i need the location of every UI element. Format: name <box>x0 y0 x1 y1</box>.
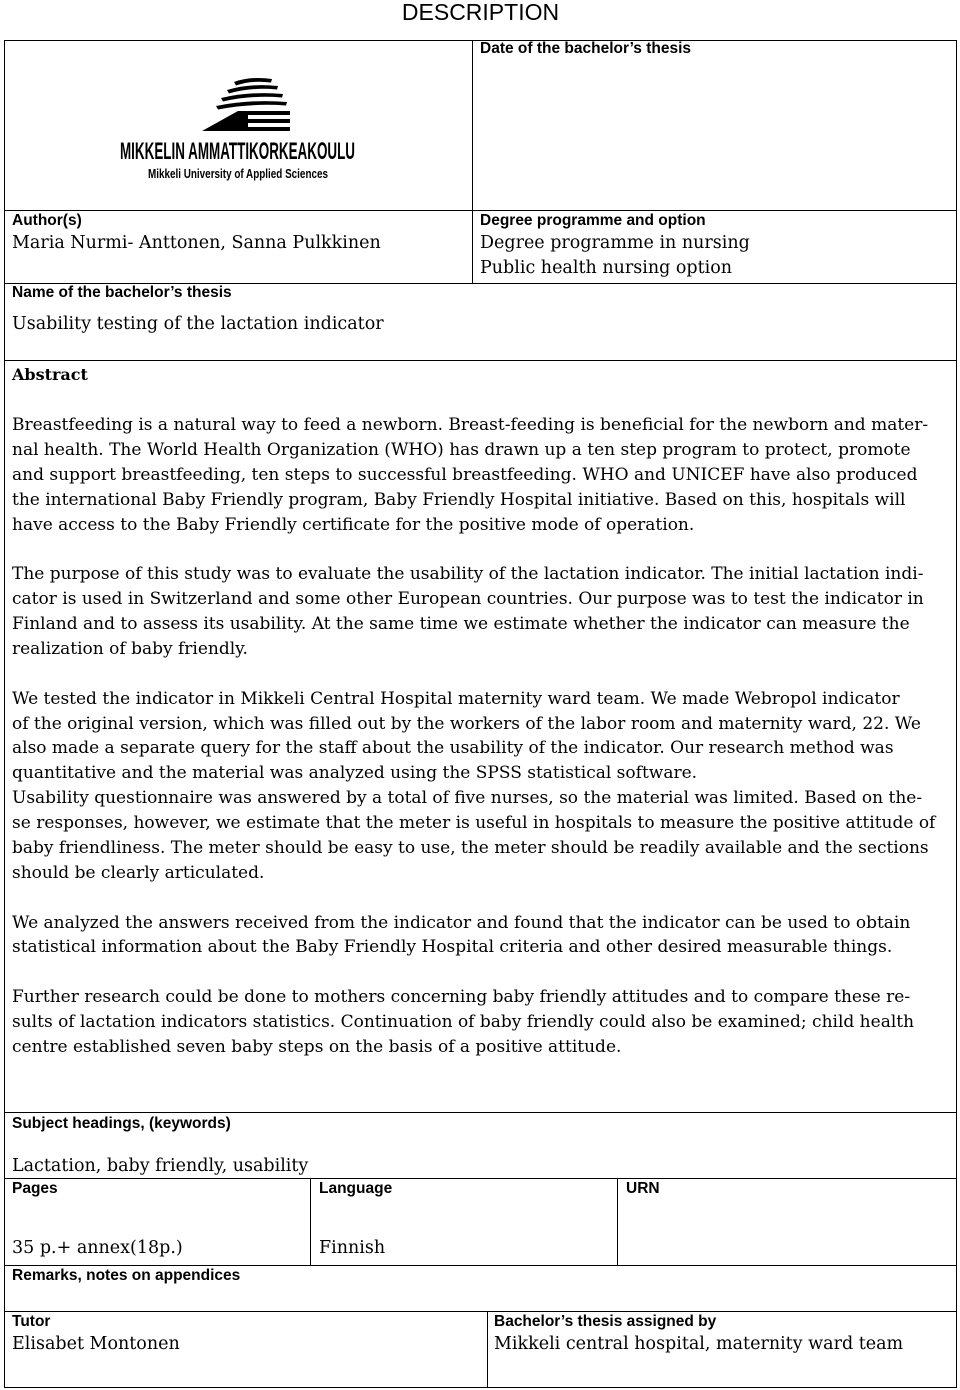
abstract-line: also made a separate query for the staff about the usability of the indicator. Our research method was <box>12 738 894 759</box>
thesis-name-value: Usability testing of the lactation indicator <box>12 314 384 334</box>
language-label: Language <box>319 1180 393 1197</box>
tutor-label: Tutor <box>12 1313 51 1330</box>
form-divider <box>4 360 957 362</box>
abstract-paragraph <box>12 687 952 886</box>
abstract-line: se responses, however, we estimate that the meter is useful in hospitals to measure the positive attitude of <box>12 813 936 833</box>
logo-wordmark: MIKKELIN AMMATTIKORKEAKOULU <box>120 138 355 165</box>
form-divider <box>4 1112 957 1114</box>
column-divider <box>310 1178 312 1265</box>
abstract-paragraph <box>12 562 952 662</box>
abstract-paragraph <box>12 985 952 1060</box>
abstract-line: nal health. The World Health Organization (WHO) has drawn up a ten step program to protect, promote <box>12 439 911 460</box>
abstract-line: of the original version, which was filled out by the workers of the labor room and maternity ward, 22. We <box>12 713 921 734</box>
abstract-line: quantitative and the material was analyzed using the SPSS statistical software. <box>12 763 698 784</box>
authors-label: Author(s) <box>12 212 82 229</box>
thesis-name-label: Name of the bachelor’s thesis <box>12 284 232 301</box>
pages-value: 35 p.+ annex(18p.) <box>12 1238 183 1258</box>
tutor-value: Elisabet Montonen <box>12 1334 180 1354</box>
column-divider <box>472 40 474 283</box>
language-value: Finnish <box>319 1238 386 1258</box>
abstract-line: centre established seven baby steps on the basis of a positive attitude. <box>12 1036 622 1057</box>
form-divider <box>4 1265 957 1267</box>
form-divider <box>4 210 957 212</box>
page-title: DESCRIPTION <box>401 0 560 25</box>
authors-value: Maria Nurmi- Anttonen, Sanna Pulkkinen <box>12 233 381 253</box>
abstract-line: Further research could be done to mothers concerning baby friendly attitudes and to compare these re- <box>12 987 911 1008</box>
abstract-line: Breastfeeding is a natural way to feed a newborn. Breast-feeding is beneficial for the newborn and mater- <box>12 415 929 435</box>
university-logo <box>110 70 370 185</box>
keywords-label: Subject headings, (keywords) <box>12 1115 231 1132</box>
abstract-line: We analyzed the answers received from the indicator and found that the indicator can be used to obtain <box>12 912 911 933</box>
abstract-paragraph <box>12 413 952 537</box>
date-label: Date of the bachelor’s thesis <box>480 40 692 57</box>
abstract-line: realization of baby friendly. <box>12 638 248 659</box>
abstract-line: Usability questionnaire was answered by a total of five nurses, so the material was limited. Based on the- <box>12 788 923 809</box>
form-divider <box>4 1311 957 1313</box>
abstract-line: should be clearly articulated. <box>12 862 265 883</box>
abstract-line: statistical information about the Baby Friendly Hospital criteria and other desired measurable things. <box>12 937 893 958</box>
abstract-line: We tested the indicator in Mikkeli Central Hospital maternity ward team. We made Webropol indicator <box>12 688 900 709</box>
degree-value-line: Degree programme in nursing <box>480 233 750 253</box>
remarks-label: Remarks, notes on appendices <box>12 1267 241 1284</box>
assigned-by-label: Bachelor’s thesis assigned by <box>494 1313 717 1330</box>
column-divider <box>487 1311 489 1388</box>
logo-tagline: Mikkeli University of Applied Sciences <box>148 166 328 181</box>
degree-label: Degree programme and option <box>480 212 706 229</box>
degree-value-line: Public health nursing option <box>480 258 733 278</box>
logo-emblem-icon <box>202 78 290 131</box>
pages-label: Pages <box>12 1180 58 1197</box>
abstract-body <box>12 413 952 1085</box>
abstract-paragraph <box>12 911 952 961</box>
abstract-line: have access to the Baby Friendly certificate for the positive mode of operation. <box>12 514 695 535</box>
abstract-line: Finland and to assess its usability. At the same time we estimate whether the indicator can measure the <box>12 614 910 634</box>
form-divider <box>4 1178 957 1180</box>
abstract-line: The purpose of this study was to evaluate the usability of the lactation indicator. The initial lactation indi- <box>12 564 924 585</box>
column-divider <box>617 1178 619 1265</box>
abstract-heading: Abstract <box>12 365 88 384</box>
abstract-line: and support breastfeeding, ten steps to successful breastfeeding. WHO and UNICEF have also produced <box>12 464 918 485</box>
abstract-line: the international Baby Friendly program, Baby Friendly Hospital initiative. Based on this, hospitals will <box>12 489 906 510</box>
urn-label: URN <box>626 1180 660 1197</box>
abstract-line: sults of lactation indicators statistics. Continuation of baby friendly could also be examined; child health <box>12 1012 915 1032</box>
abstract-line: baby friendliness. The meter should be easy to use, the meter should be readily available and the sections <box>12 837 929 858</box>
assigned-by-value: Mikkeli central hospital, maternity ward team <box>494 1334 904 1354</box>
keywords-value: Lactation, baby friendly, usability <box>12 1156 309 1176</box>
abstract-line: cator is used in Switzerland and some other European countries. Our purpose was to test the indicator in <box>12 589 924 610</box>
